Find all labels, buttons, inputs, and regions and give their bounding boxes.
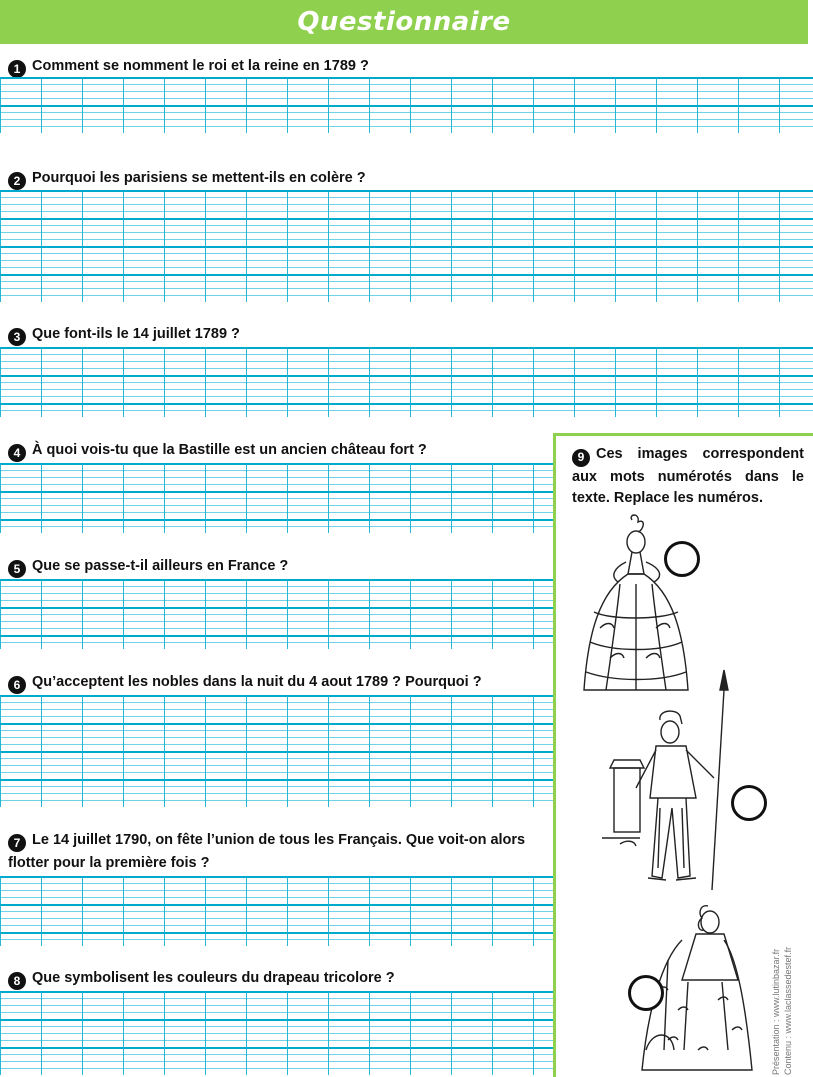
question-4 — [8, 439, 553, 462]
answer-circle-2[interactable] — [731, 785, 767, 821]
question-text: Qu’acceptent les nobles dans la nuit du 4 aout 1789 ? Pourquoi ? — [32, 674, 482, 690]
answer-lines-8[interactable] — [0, 991, 553, 1075]
question-number: 1 — [8, 60, 26, 78]
question-number: 7 — [8, 834, 26, 852]
question-text: Pourquoi les parisiens se mettent-ils en colère ? — [32, 170, 366, 186]
credits — [770, 925, 810, 1075]
sans-culotte-pike-illustration — [600, 668, 735, 894]
question-6 — [8, 671, 553, 694]
header-banner — [0, 0, 808, 44]
answer-lines-5[interactable] — [0, 579, 553, 649]
question-number: 8 — [8, 972, 26, 990]
answer-lines-6[interactable] — [0, 695, 553, 807]
question-text: Que font-ils le 14 juillet 1789 ? — [32, 326, 240, 342]
question-7 — [0, 829, 545, 874]
page-title: Questionnaire — [297, 7, 511, 37]
credit-presentation: Présentation : www.lutinbazar.fr — [771, 948, 781, 1075]
question-number: 9 — [572, 449, 590, 467]
question-text: Le 14 juillet 1790, on fête l’union de tous les Français. Que voit-on alors flotter pour la première fois ? — [8, 832, 526, 871]
question-text: À quoi vois-tu que la Bastille est un ancien château fort ? — [32, 442, 427, 458]
question-1 — [8, 55, 808, 78]
question-5 — [8, 555, 553, 578]
answer-lines-7[interactable] — [0, 876, 553, 946]
answer-lines-4[interactable] — [0, 463, 553, 533]
question-text: Que se passe-t-il ailleurs en France ? — [32, 558, 289, 574]
question-text: Ces images correspondent aux mots numérotés dans le texte. Replace les numéros. — [572, 446, 804, 506]
answer-lines-1[interactable] — [0, 77, 813, 133]
question-text: Comment se nomment le roi et la reine en 1789 ? — [32, 58, 369, 74]
credit-content: Contenu : www.laclassedestef.fr — [783, 946, 793, 1075]
question-number: 6 — [8, 676, 26, 694]
answer-circle-1[interactable] — [664, 541, 700, 577]
question-9 — [572, 444, 804, 509]
question-2 — [8, 167, 808, 190]
answer-circle-3[interactable] — [628, 975, 664, 1011]
question-text: Que symbolisent les couleurs du drapeau tricolore ? — [32, 970, 395, 986]
question-8 — [8, 967, 553, 990]
question-number: 3 — [8, 328, 26, 346]
answer-lines-2[interactable] — [0, 190, 813, 302]
question-number: 5 — [8, 560, 26, 578]
question-3 — [8, 323, 808, 346]
question-number: 2 — [8, 172, 26, 190]
question-number: 4 — [8, 444, 26, 462]
answer-lines-3[interactable] — [0, 347, 813, 417]
